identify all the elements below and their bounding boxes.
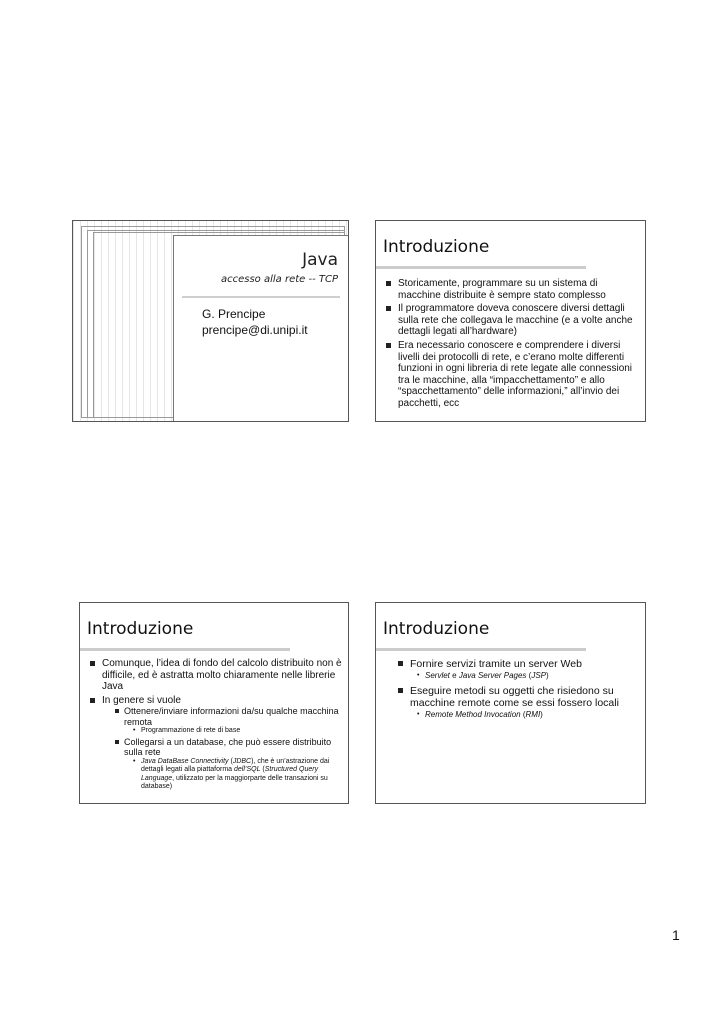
bullet-item <box>396 685 639 720</box>
acronym: JSP <box>531 670 546 680</box>
slide-heading: Introduzione <box>383 619 490 639</box>
term: Servlet <box>425 670 450 680</box>
bullet-item: Il programmatore doveva conoscere diversi dettagli sulla rete che collegava le macchine (e a volte anche dettagli legati all’hardware) <box>384 303 639 338</box>
title-panel <box>173 235 348 421</box>
slide-content <box>88 658 342 793</box>
bullet-text: Fornire servizi tramite un server Web <box>410 658 582 670</box>
slide-introduzione-1 <box>375 220 646 422</box>
page-number: 1 <box>672 927 680 943</box>
text-run: e <box>452 670 457 680</box>
slide-introduzione-2 <box>79 602 349 804</box>
slide-content <box>384 278 639 412</box>
text-run: , utilizzato per la maggiorparte delle transazioni su database) <box>141 774 328 790</box>
bullet-text: Eseguire metodi su oggetti che risiedono su macchine remote come se essi fossero locali <box>410 684 619 709</box>
heading-rule <box>80 648 290 651</box>
slide-introduzione-3 <box>375 602 646 804</box>
term: Java Server Pages <box>458 670 527 680</box>
slide-title-text: Java <box>302 250 338 270</box>
sub-bullet-item <box>114 737 342 792</box>
bullet-item <box>88 695 342 792</box>
slide-subtitle: accesso alla rete -- TCP <box>220 274 338 285</box>
bullet-item: Era necessario conoscere e comprendere i diversi livelli dei protocolli di rete, e c’erano molte differenti funzioni in ogni libreria di rete legate alle connessioni tra le macchine, alla “impacchettamento” e allo “spacchettamento” delle informazioni,” all’invio dei pacchetti, ecc <box>384 340 639 410</box>
author-name: G. Prencipe <box>202 307 266 321</box>
term: Structured Query Language <box>141 766 319 782</box>
bullet-text: Ottenere/inviare informazioni da/su qualche macchina remota <box>124 706 339 727</box>
sub-bullet-item: • Servlet e Java Server Pages (JSP) <box>416 671 639 681</box>
bullet-item: Storicamente, programmare su un sistema di macchine distribuite è sempre stato complesso <box>384 278 639 301</box>
heading-rule <box>376 266 586 269</box>
author-email: prencipe@di.unipi.it <box>202 323 308 337</box>
heading-rule <box>376 648 586 651</box>
sub-bullet-item <box>114 706 342 735</box>
term-jdbc: Java DataBase Connectivity <box>141 757 229 765</box>
bullet-item: Comunque, l’idea di fondo del calcolo distribuito non è difficile, ed è astratta molto chiaramente nelle librerie Java <box>88 658 342 693</box>
sub-bullet-item: • Remote Method Invocation (RMI) <box>416 710 639 720</box>
acronym: JDBC <box>232 757 252 765</box>
divider <box>182 296 340 298</box>
bullet-item <box>396 658 639 681</box>
author-block <box>202 306 308 338</box>
term: Remote Method Invocation <box>425 709 521 719</box>
term: dell’SQL <box>234 766 261 774</box>
sub-sub-bullet-item: • Programmazione di rete di base <box>132 727 342 735</box>
bullet-text: In genere si vuole <box>102 694 181 706</box>
sub-sub-bullet-item: • Java DataBase Connectivity (JDBC), che è un’astrazione dai dettagli legati alla piattaforma dell’SQL (Structured Query Language, utilizzato per la maggiorparte delle transazioni su database) <box>132 758 342 792</box>
slide-heading: Introduzione <box>87 619 194 639</box>
slide-content <box>396 658 639 722</box>
slide-title <box>72 220 349 422</box>
text-run: ), che è un’astrazione dai dettagli legati alla piattaforma <box>141 757 330 774</box>
bullet-text: Collegarsi a un database, che può essere distribuito sulla rete <box>124 736 332 758</box>
acronym: RMI <box>525 709 541 719</box>
slide-heading: Introduzione <box>383 237 490 257</box>
